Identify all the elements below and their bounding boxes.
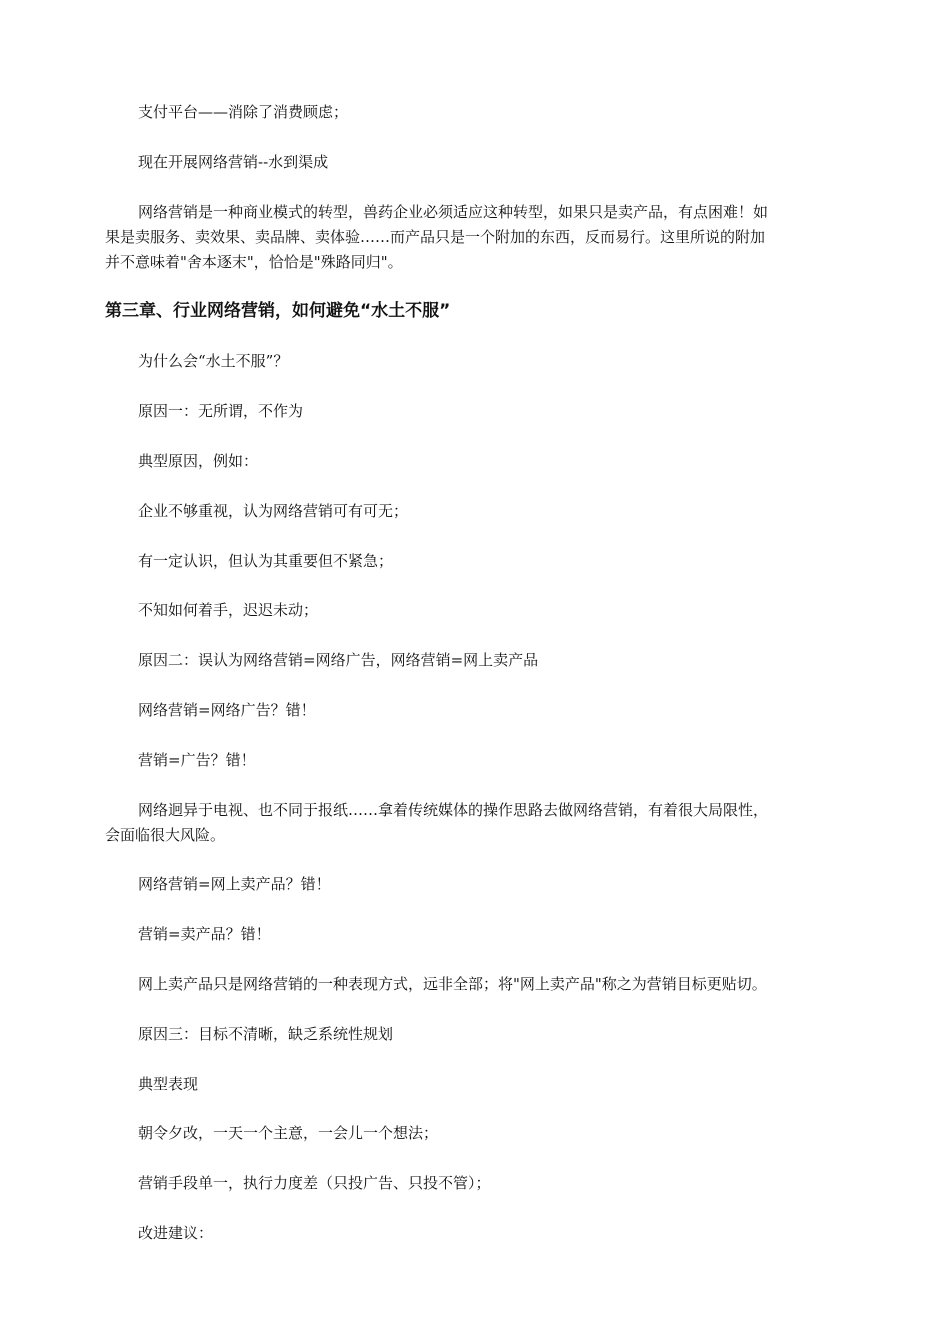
chapter-three-heading: 第三章、行业网络营销，如何避免“水土不服” xyxy=(105,301,451,321)
paragraph-reason-one: 原因一：无所谓，不作为 xyxy=(138,402,304,420)
paragraph-suggestions: 改进建议： xyxy=(138,1224,214,1242)
paragraph-network-vs-tv xyxy=(105,798,845,848)
paragraph-marketing-ads-wrong: 营销=广告？错！ xyxy=(138,751,256,769)
paragraph-reason-two: 原因二：误认为网络营销=网络广告，网络营销=网上卖产品 xyxy=(138,651,539,669)
paragraph-line: 会面临很大风险。 xyxy=(105,826,226,844)
paragraph-business-model-transformation xyxy=(105,200,845,275)
paragraph-reason-three: 原因三：目标不清晰，缺乏系统性规划 xyxy=(138,1025,394,1043)
paragraph-selling-online-wrong: 网络营销=网上卖产品？错！ xyxy=(138,875,331,893)
paragraph-no-start: 不知如何着手，迟迟未动； xyxy=(138,601,319,619)
paragraph-line: 果是卖服务、卖效果、卖品牌、卖体验……而产品只是一个附加的东西，反而易行。这里所说的附加 xyxy=(105,228,766,246)
paragraph-now-network-marketing: 现在开展网络营销--水到渠成 xyxy=(138,153,329,171)
paragraph-line: 网络迥异于电视、也不同于报纸……拿着传统媒体的操作思路去做网络营销，有着很大局限性， xyxy=(138,801,769,819)
paragraph-typical-reasons: 典型原因，例如： xyxy=(138,452,259,470)
paragraph-not-valued: 企业不够重视，认为网络营销可有可无； xyxy=(138,502,409,520)
paragraph-selling-one-form: 网上卖产品只是网络营销的一种表现方式，远非全部；将"网上卖产品"称之为营销目标更贴切。 xyxy=(138,975,767,993)
paragraph-changing-minds: 朝令夕改，一天一个主意，一会儿一个想法； xyxy=(138,1124,439,1142)
paragraph-line: 并不意味着"舍本逐末"，恰恰是"殊路同归"。 xyxy=(105,253,403,271)
paragraph-marketing-selling-wrong: 营销=卖产品？错！ xyxy=(138,925,271,943)
paragraph-single-method: 营销手段单一，执行力度差（只投广告、只投不管）； xyxy=(138,1174,491,1192)
paragraph-why-question: 为什么会“水土不服”？ xyxy=(138,352,289,370)
paragraph-ads-wrong: 网络营销=网络广告？错！ xyxy=(138,701,316,719)
paragraph-important-not-urgent: 有一定认识，但认为其重要但不紧急； xyxy=(138,552,394,570)
paragraph-line: 网络营销是一种商业模式的转型，兽药企业必须适应这种转型，如果只是卖产品，有点困难！如 xyxy=(138,203,769,221)
paragraph-typical-performance: 典型表现 xyxy=(138,1075,199,1093)
paragraph-payment-platform: 支付平台——消除了消费顾虑； xyxy=(138,103,349,121)
